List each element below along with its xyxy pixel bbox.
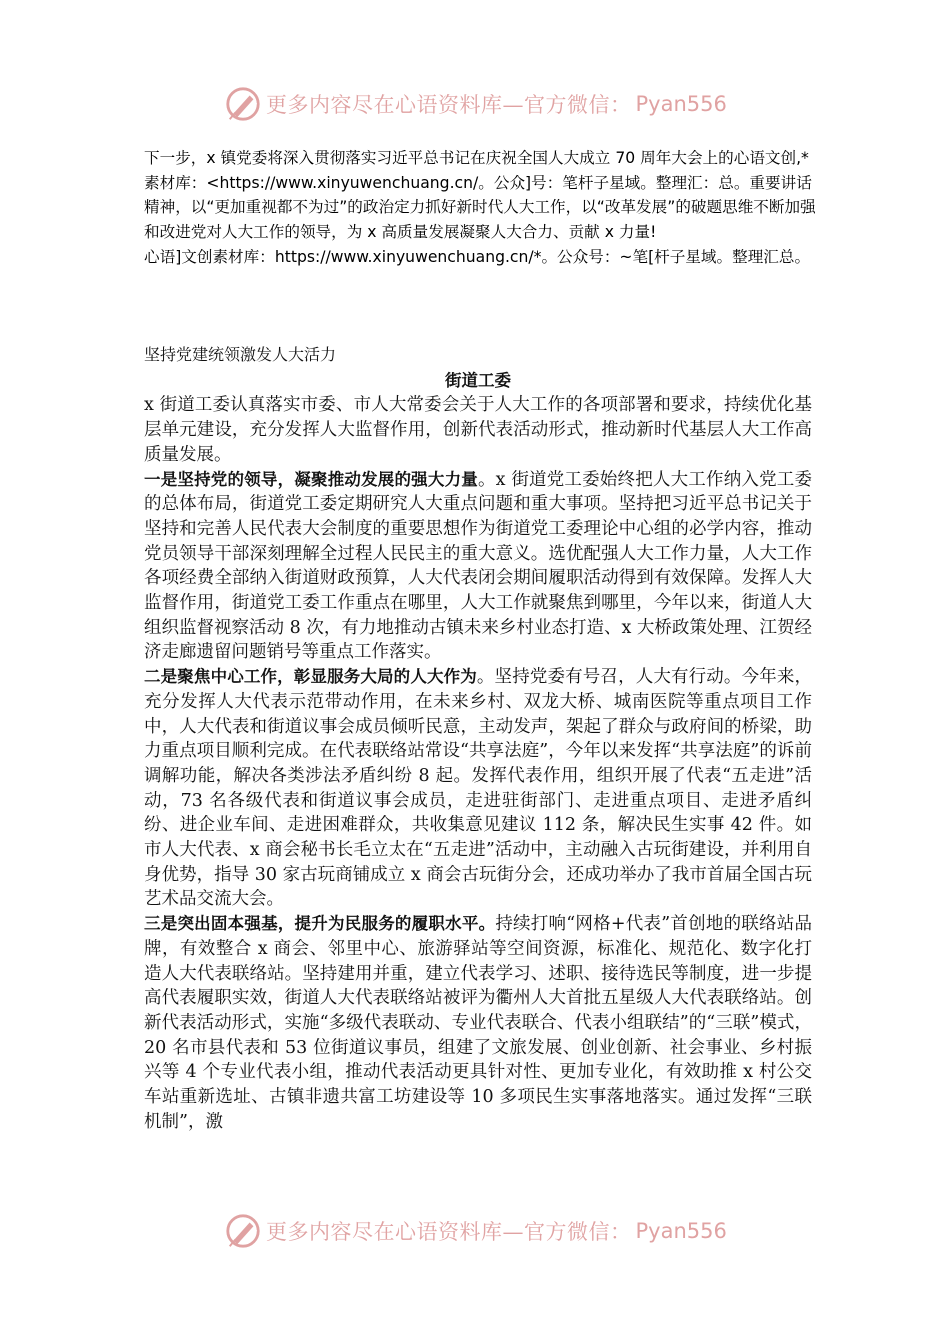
pen-logo-icon [224, 1212, 262, 1250]
watermark-banner-bottom [224, 1211, 727, 1251]
section-text: 持续打响“网格+代表”首创地的联络站品牌，有效整合 x 商会、邻里中心、旅游驿站等空间资源，标准化、规范化、数字化打造人大代表联络站。坚持建用并重，建立代表学习、述职、接待选民等制度，进一步提高代表履职实效，街道人大代表联络站被评为衢州人大首批五星级人大代表联络站。创新代表活动形式，实施“多级代表联动、专业代表联合、代表小组联结”的“三联”模式，20 名市县代表和 53 位街道议事员，组建了文旅发展、创业创新、社会事业、乡村振兴等 4 个专业代表小组，推动代表活动更具针对性、更加专业化，有效助推 x 村公交车站重新选址、古镇非遗共富工坊建设等 10 多项民生实事落地落实。通过发挥“三联机制”，激 [144, 914, 812, 1132]
intro-paragraph: 心语]文创素材库：https://www.xinyuwenchuang.cn/*。公众号：~笔[杆子星域。整理汇总。 [144, 247, 811, 266]
article-author: 街道工委 [445, 370, 511, 390]
intro-paragraph: 下一步，x 镇党委将深入贯彻落实习近平总书记在庆祝全国人大成立 70 周年大会上的心语文创,*素材库：<https://www.xinyuwenchuang.cn/。公众]号：笔杆子星域。整理汇：总。重要讲话精神，以“更加重视都不为过”的政治定力抓好新时代人大工作，以“改革发展”的破题思维不断加强和改进党对人大工作的领导，为 x 高质量发展凝聚人大合力、贡献 x 力量! [144, 149, 816, 242]
watermark-text: 更多内容尽在心语资料库—官方微信： [266, 93, 632, 117]
article-heading: 坚持党建统领激发人大活力 [144, 345, 337, 364]
article-opening: x 街道工委认真落实市委、市人大常委会关于人大工作的各项部署和要求，持续优化基层单元建设，充分发挥人大监督作用，创新代表活动形式，推动新时代基层人大工作高质量发展。 [144, 395, 812, 465]
article-section [144, 468, 812, 666]
section-lead: 三是突出固本强基，提升为民服务的履职水平。 [144, 914, 496, 934]
article-section [144, 665, 812, 912]
watermark-text: 更多内容尽在心语资料库—官方微信： [266, 1220, 632, 1244]
article-body [144, 343, 812, 1135]
watermark-brand: Pyan556 [635, 92, 727, 116]
intro-block [144, 146, 824, 270]
section-lead: 一是坚持党的领导，凝聚推动发展的强大力量 [144, 469, 478, 489]
watermark-brand: Pyan556 [635, 1219, 727, 1243]
article-section [144, 912, 812, 1134]
watermark-banner-top [224, 84, 727, 124]
section-lead: 二是聚焦中心工作，彰显服务大局的人大作为 [144, 667, 477, 687]
section-text: 。x 街道党工委始终把人大工作纳入党工委的总体布局，街道党工委定期研究人大重点问题和重大事项。坚持把习近平总书记关于坚持和完善人民代表大会制度的重要思想作为街道党工委理论中心组的必学内容，推动党员领导干部深刻理解全过程人民民主的重大意义。选优配强人大工作力量，人大工作各项经费全部纳入街道财政预算，人大代表闭会期间履职活动得到有效保障。发挥人大监督作用，街道党工委工作重点在哪里，人大工作就聚焦到哪里，今年以来，街道人大组织监督视察活动 8 次，有力地推动古镇未来乡村业态打造、x 大桥政策处理、江贺经济走廊遗留问题销号等重点工作落实。 [144, 469, 812, 663]
section-text: 。坚持党委有号召，人大有行动。今年来，充分发挥人大代表示范带动作用，在未来乡村、双龙大桥、城南医院等重点项目工作中，人大代表和街道议事会成员倾听民意，主动发声，架起了群众与政府间的桥梁，助力重点项目顺利完成。在代表联络站常设“共享法庭”，今年以来发挥“共享法庭”的诉前调解功能，解决各类涉法矛盾纠纷 8 起。发挥代表作用，组织开展了代表“五走进”活动，73 名各级代表和街道议事会成员，走进驻街部门、走进重点项目、走进矛盾纠纷、进企业车间、走进困难群众，共收集意见建议 112 条，解决民生实事 42 件。如市人大代表、x 商会秘书长毛立太在“五走进”活动中，主动融入古玩街建设，并利用自身优势，指导 30 家古玩商铺成立 x 商会古玩街分会，还成功举办了我市首届全国古玩艺术品交流大会。 [144, 667, 813, 910]
pen-logo-icon [224, 85, 262, 123]
